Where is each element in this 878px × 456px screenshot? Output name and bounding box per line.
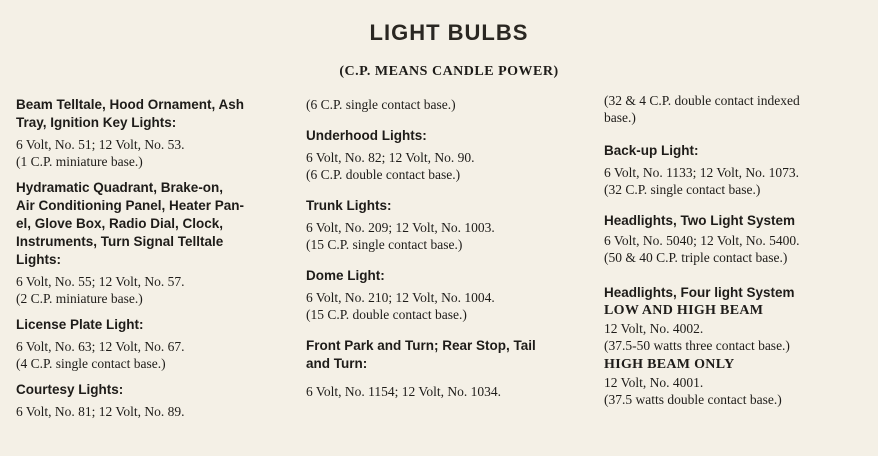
entry-courtesy	[16, 381, 298, 420]
bulb-line: (50 & 40 C.P. triple contact base.)	[604, 250, 788, 265]
page-subtitle: (C.P. MEANS CANDLE POWER)	[339, 64, 559, 79]
heading-line: Hydramatic Quadrant, Brake-on,	[16, 180, 224, 195]
heading-line: Courtesy Lights:	[16, 382, 124, 397]
column-2	[306, 96, 598, 409]
bulb-line: 6 Volt, No. 209; 12 Volt, No. 1003.	[306, 220, 495, 235]
heading-line: Beam Telltale, Hood Ornament, Ash	[16, 97, 245, 112]
heading-line: Lights:	[16, 252, 61, 267]
bulb-line: (15 C.P. double contact base.)	[306, 307, 467, 322]
heading-line: Underhood Lights:	[306, 128, 427, 143]
entry-heading	[16, 316, 298, 334]
subheading-high-beam-only: HIGH BEAM ONLY	[604, 357, 735, 372]
bulb-line: (15 C.P. single contact base.)	[306, 237, 463, 252]
entry-beam-telltale	[16, 96, 298, 170]
bulb-line: (37.5-50 watts three contact base.)	[604, 338, 790, 353]
bulb-line: 6 Volt, No. 5040; 12 Volt, No. 5400.	[604, 233, 800, 248]
entry-heading	[306, 127, 598, 145]
heading-line: Headlights, Two Light System	[604, 213, 796, 228]
bulb-line: 6 Volt, No. 63; 12 Volt, No. 67.	[16, 339, 185, 354]
heading-line: Back-up Light:	[604, 143, 699, 158]
subheading-low-high-beam: LOW AND HIGH BEAM	[604, 303, 764, 318]
entry-heading	[306, 337, 598, 373]
entry-underhood	[306, 127, 598, 183]
bulb-line: 6 Volt, No. 82; 12 Volt, No. 90.	[306, 150, 475, 165]
entry-heading	[16, 179, 298, 269]
entry-trunk	[306, 197, 598, 253]
bulb-line: 6 Volt, No. 55; 12 Volt, No. 57.	[16, 274, 185, 289]
bulb-line: (32 C.P. single contact base.)	[604, 182, 761, 197]
entry-headlights-four	[604, 284, 872, 408]
heading-line: Front Park and Turn; Rear Stop, Tail	[306, 338, 536, 353]
entry-license-plate	[16, 316, 298, 372]
entry-continuation	[306, 96, 598, 113]
entry-dome	[306, 267, 598, 323]
bulb-line: 6 Volt, No. 1154; 12 Volt, No. 1034.	[306, 384, 502, 399]
entry-heading	[16, 96, 298, 132]
column-1	[16, 96, 298, 429]
bulb-line: (6 C.P. double contact base.)	[306, 167, 461, 182]
bulb-line: 6 Volt, No. 51; 12 Volt, No. 53.	[16, 137, 185, 152]
heading-line: License Plate Light:	[16, 317, 144, 332]
bulb-line: (2 C.P. miniature base.)	[16, 291, 143, 306]
entry-heading	[16, 381, 298, 399]
bulb-line: (37.5 watts double contact base.)	[604, 392, 782, 407]
entry-continuation	[604, 92, 872, 126]
bulb-line: base.)	[604, 110, 636, 125]
entry-heading	[604, 284, 872, 302]
entry-heading	[604, 142, 872, 160]
bulb-line: 6 Volt, No. 81; 12 Volt, No. 89.	[16, 404, 185, 419]
entry-heading	[306, 197, 598, 215]
bulb-line: 6 Volt, No. 210; 12 Volt, No. 1004.	[306, 290, 495, 305]
bulb-line: 12 Volt, No. 4002.	[604, 321, 704, 336]
page-title: LIGHT BULBS	[369, 20, 529, 45]
bulb-line: 6 Volt, No. 1133; 12 Volt, No. 1073.	[604, 165, 800, 180]
heading-line: Tray, Ignition Key Lights:	[16, 115, 177, 130]
entry-hydramatic	[16, 179, 298, 307]
heading-line: and Turn:	[306, 356, 368, 371]
heading-line: Trunk Lights:	[306, 198, 392, 213]
bulb-line: (1 C.P. miniature base.)	[16, 154, 143, 169]
entry-back-up	[604, 142, 872, 198]
heading-line: Headlights, Four light System	[604, 285, 795, 300]
heading-line: el, Glove Box, Radio Dial, Clock,	[16, 216, 224, 231]
heading-line: Dome Light:	[306, 268, 385, 283]
entry-heading	[604, 212, 872, 230]
entry-front-park	[306, 337, 598, 400]
bulb-line: (32 & 4 C.P. double contact indexed	[604, 93, 800, 108]
bulb-line: (6 C.P. single contact base.)	[306, 97, 456, 112]
heading-line: Instruments, Turn Signal Telltale	[16, 234, 224, 249]
bulb-line: (4 C.P. single contact base.)	[16, 356, 166, 371]
heading-line: Air Conditioning Panel, Heater Pan-	[16, 198, 245, 213]
bulb-line: 12 Volt, No. 4001.	[604, 375, 704, 390]
entry-headlights-two	[604, 212, 872, 266]
column-3	[604, 92, 872, 417]
entry-heading	[306, 267, 598, 285]
